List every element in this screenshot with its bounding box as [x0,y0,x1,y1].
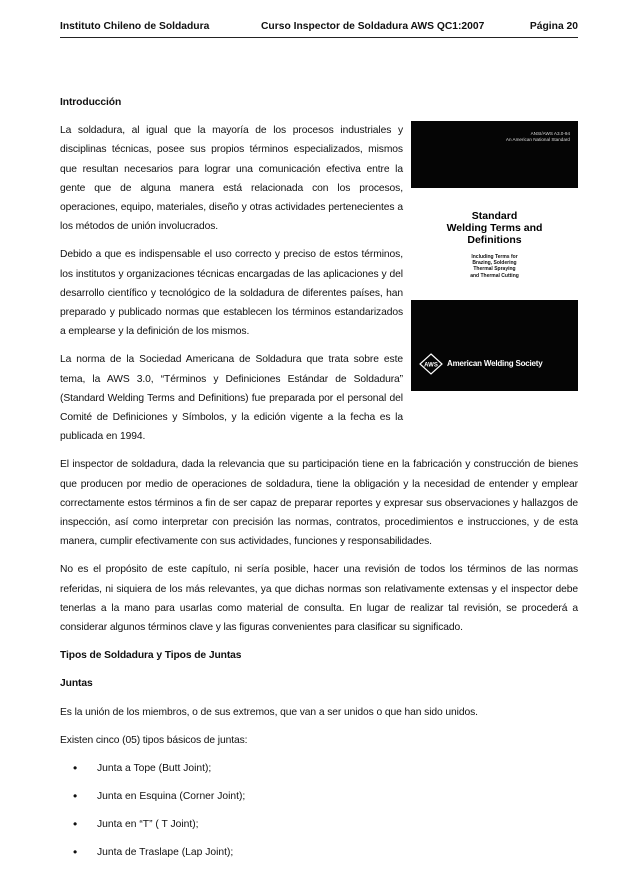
cover-society-name: American Welding Society [447,359,543,368]
inspector-paragraph: El inspector de soldadura, dada la relevancia que su participación tiene en la fabricación y construcción de bienes que producen por medio de operaciones de soldadura, tiene la obligación y la necesidad de entender y emplear correctamente estos términos a fin de ser capaz de preparar reportes y expresar sus observaciones y hallazgos de inspección, así como interpretar con precisión las normas, contratos, procedimientos e instrucciones, y de esta manera, cumplir efectivamente con sus actividades, funciones y responsabilidades. [60,459,578,548]
joint-type-label: Junta de Traslape (Lap Joint); [97,847,234,859]
intro-text-column [60,93,403,446]
cover-sub-line1: Including Terms for [471,254,518,260]
joints-intro: Existen cinco (05) tipos básicos de juntas: [60,734,248,746]
cover-standard-code [460,131,570,143]
intro-section [60,93,578,446]
aws-standard-cover-image [411,121,578,391]
aws-logo-text: AWS [424,362,438,369]
cover-code-line2: An American National Standard [505,137,570,142]
cover-title-line1: Standard [471,210,518,222]
intro-paragraph-2: Debido a que es indispensable el uso correcto y preciso de estos términos, los institutos y organizaciones técnicas encargadas de las aplicaciones y del desarrollo científico y tecnológico de la soldadura de diferentes países, han preparado y publicado normas que establecen los términos estandarizados a emplearse y la definición de los mismos. [60,249,403,338]
cover-sub-line3: Thermal Spraying [473,266,516,273]
cover-sub-line4: and Thermal Cutting [470,272,519,279]
cover-subtitle [411,254,578,279]
section-title-intro: Introducción [60,97,122,108]
header-course: Curso Inspector de Soldadura AWS QC1:2007 [261,21,485,32]
bullet-icon: • [73,845,78,860]
cover-title-line2: Welding Terms and [446,222,543,235]
list-item [60,815,578,834]
joint-type-label: Junta en Esquina (Corner Joint); [97,791,246,803]
bullet-icon: • [73,761,78,776]
list-item [60,787,578,806]
list-item [60,843,578,862]
joint-types-list [60,759,578,862]
joint-type-label: Junta a Tope (Butt Joint); [97,763,212,775]
heading-joints: Juntas [60,678,93,690]
page-body [60,93,578,871]
cover-code-line1: ANSI/AWS A3.0-94 [530,131,570,136]
bullet-icon: • [73,817,78,832]
bullet-icon: • [73,789,78,804]
header-page-number: Página 20 [529,21,578,32]
list-item [60,759,578,778]
aws-logo-icon [419,353,443,375]
purpose-paragraph: No es el propósito de este capítulo, ni sería posible, hacer una revisión de todos los términos de las normas referidas, ni siquiera de los más relevantes, ya que dichas normas son relativamente extensas y el inspector debe tenerlas a la mano para usarlas como material de consulta. En lugar de realizar tal revisión, se procederá a considerar algunos términos clave y las figuras convenientes para clasificar su significado. [60,564,578,634]
cover-title-line3: Definitions [467,234,522,247]
heading-welding-types: Tipos de Soldadura y Tipos de Juntas [60,650,242,662]
joints-definition: Es la unión de los miembros, o de sus extremos, que van a ser unidos o que han sido unidos. [60,706,478,718]
cover-society-row [419,353,574,375]
header-institute: Instituto Chileno de Soldadura [60,21,210,32]
cover-title [411,210,578,247]
joint-type-label: Junta en “T” ( T Joint); [97,819,199,831]
intro-paragraph-3: La norma de la Sociedad Americana de Soldadura que trata sobre este tema, la AWS 3.0, “Términos y Definiciones Estándar de Soldadura” (Standard Welding Terms and Definitions) fue preparada por el personal del Comité de Definiciones y Símbolos, y la edición vigente a la fecha es la publicada en 1994. [60,354,403,443]
cover-title-box [411,188,578,300]
page-header [60,19,578,38]
intro-paragraph-1: La soldadura, al igual que la mayoría de los procesos industriales y disciplinas técnicas, posee sus propios términos especializados, mismos que resultan necesarios para lograr una comunicación efectiva entre la gente que de alguna manera está relacionada con los procesos, operaciones, equipo, materiales, diseño y otras actividades pertenecientes a los métodos de unión involucrados. [60,125,403,233]
cover-sub-line2: Brazing, Soldering [472,260,517,267]
